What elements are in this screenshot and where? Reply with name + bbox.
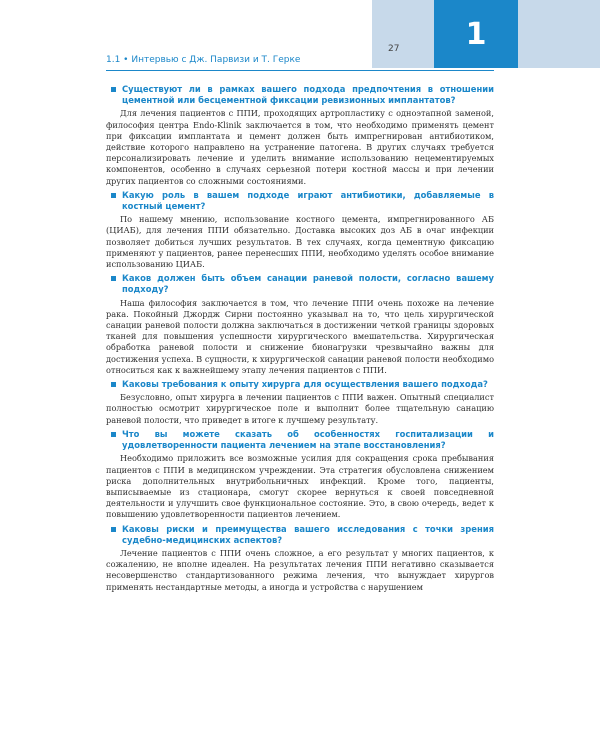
- chapter-number: 1: [465, 16, 487, 52]
- header-divider: [106, 70, 494, 71]
- answer-5: Необходимо приложить все возможные усилия для сокращения срока пребывания пациентов с ППИ в медицинском учреждении. Эта стратегия обусловлена снижением риска дополнительных внутрибольничных инфекций. Кроме того, пациенты, выписываемые из стационара, смогут скорее вернуться к своей повседневной деятельности и улучшить свое функциональное состояние. Это, в свою очередь, ведет к повышению удовлетворенности пациентов лечением.: [106, 453, 494, 520]
- question-1: [106, 84, 494, 106]
- question-text: Какую роль в вашем подходе играют антибиотики, добавляемые в костный цемент?: [122, 189, 494, 212]
- question-text: Существуют ли в рамках вашего подхода предпочтения в отношении цементной или бесцементной фиксации ревизионных имплантатов?: [122, 84, 494, 106]
- question-text: Каков должен быть объем санации раневой полости, согласно вашему подходу?: [122, 273, 494, 295]
- bullet-square-icon: [111, 276, 116, 281]
- question-6: [106, 524, 494, 546]
- answer-4: Безусловно, опыт хирурга в лечении пациентов с ППИ важен. Опытный специалист полностью осмотрит хирургическое поле и выполнит более тщательную санацию раневой полости, что приведет в итоге к лучшему результату.: [106, 392, 494, 425]
- question-5: [106, 429, 494, 451]
- bullet-square-icon: [111, 87, 116, 92]
- question-2: [106, 190, 494, 212]
- bullet-square-icon: [111, 382, 116, 387]
- answer-6: Лечение пациентов с ППИ очень сложное, а его результат у многих пациентов, к сожалению, не вполне идеален. На результатах лечения ППИ негативно сказывается несовершенство стандартизованного режима лечения, что вынуждает хирургов применять нестандартные методы, а иногда и устройства с нарушением: [106, 547, 494, 592]
- answer-3: Наша философия заключается в том, что лечение ППИ очень похоже на лечение рака. Покойный Джордж Сирни постоянно указывал на то, что цель хирургической санации раневой полости должна заключаться в достижении четкой границы здоровых тканей для повышения успешности хирургического вмешательства. Хирургическая обработка раневой полости и снижение бионагрузки чрезвычайно важны для достижения успеха. В сущности, к хирургической санации раневой полости необходимо относиться как к важнейшему этапу лечения пациентов с ППИ.: [106, 297, 494, 375]
- bullet-square-icon: [111, 432, 116, 437]
- page-number: 27: [388, 44, 400, 54]
- chapter-number-box: [434, 0, 518, 68]
- page-body: [106, 84, 494, 596]
- bullet-square-icon: [111, 527, 116, 532]
- question-text: Что вы можете сказать об особенностях госпитализации и удовлетворенности пациента лечением на этапе восстановления?: [122, 428, 494, 451]
- running-header: 1.1 • Интервью с Дж. Парвизи и Т. Герке: [106, 55, 301, 65]
- question-4: [106, 379, 494, 390]
- question-text: Каковы требования к опыту хирурга для осуществления вашего подхода?: [122, 379, 488, 390]
- question-3: [106, 273, 494, 295]
- answer-1: Для лечения пациентов с ППИ, проходящих артропластику с одноэтапной заменой, философия центра Endo-Klinik заключается в том, что необходимо применять цемент при фиксации имплантата и цемент должен быть импрегнирован антибиотиком, действие которого направлено на устранение патогена. В других случаях требуется персонализировать лечение и уделить внимание использованию нецементируемых компонентов, особенно в случаях серьезной потери костной массы и при лечении других пациентов со сложными состояниями.: [106, 108, 494, 186]
- answer-2: По нашему мнению, использование костного цемента, импрегнированного АБ (ЦИАБ), для лечения ППИ обязательно. Доставка высоких доз АБ в очаг инфекции позволяет добиться лучших результатов. В тех случаях, когда цементную фиксацию применяют у пациентов, ранее перенесших ППИ, необходимо уделять особое внимание использованию ЦИАБ.: [106, 214, 494, 270]
- question-text: Каковы риски и преимущества вашего исследования с точки зрения судебно-медицинских аспектов?: [122, 523, 494, 545]
- bullet-square-icon: [111, 193, 116, 198]
